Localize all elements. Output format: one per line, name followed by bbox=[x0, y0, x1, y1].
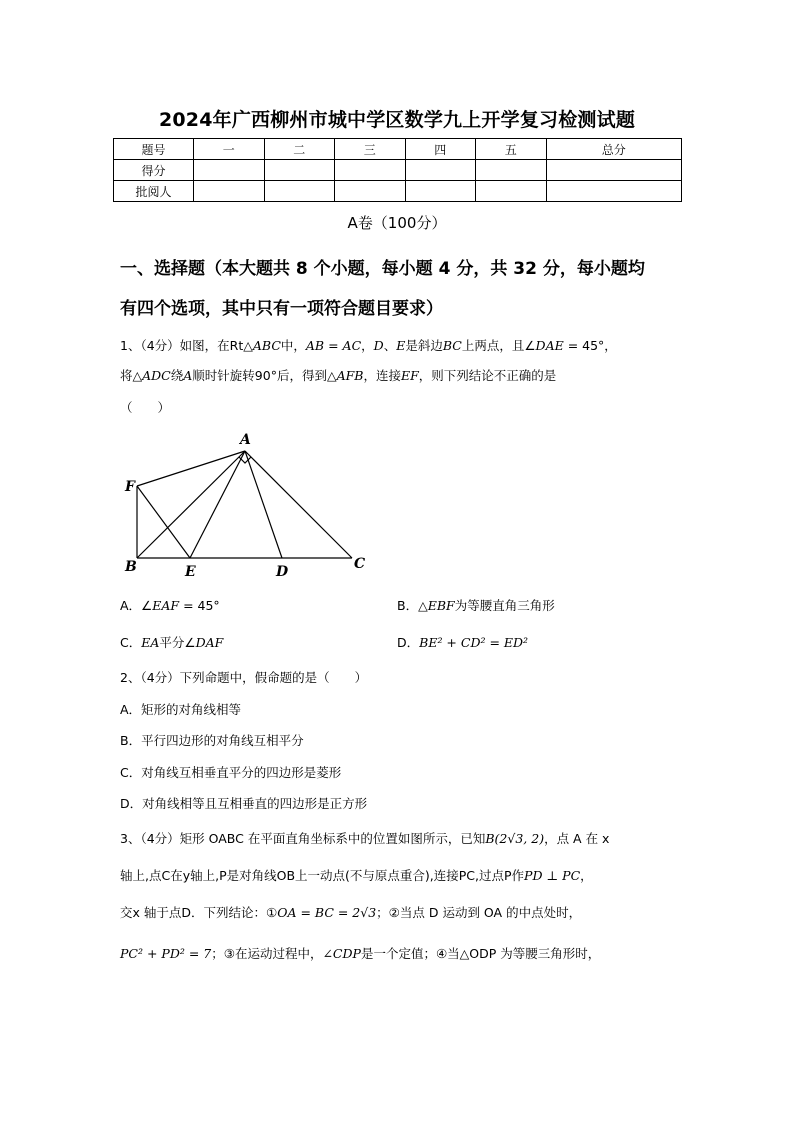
math: AB = AC bbox=[305, 338, 362, 353]
q3-stem-line3 bbox=[120, 903, 581, 921]
text: 顺时针旋转90°后，得到△ bbox=[192, 368, 337, 383]
score-cell[interactable] bbox=[405, 181, 476, 202]
q1-answer-paren[interactable]: （ ） bbox=[120, 400, 171, 415]
score-row-label: 得分 bbox=[114, 160, 194, 181]
score-header-cell: 一 bbox=[194, 139, 265, 160]
math: DAF bbox=[195, 635, 224, 650]
text: = 45°， bbox=[563, 338, 617, 353]
segment-fa bbox=[137, 451, 245, 486]
text: ；②当点 D 运动到 OA 的中点处时， bbox=[376, 905, 582, 920]
text: 中， bbox=[280, 338, 306, 353]
q1-option-c[interactable] bbox=[120, 633, 223, 651]
text: 为等腰直角三角形 bbox=[454, 598, 555, 613]
section-heading-line2: 有四个选项，其中只有一项符合题目要求） bbox=[120, 299, 443, 319]
text: 绕 bbox=[170, 368, 184, 383]
text: ， bbox=[580, 868, 593, 883]
math: ADC bbox=[142, 368, 171, 383]
triangle-symbol: △ bbox=[243, 338, 253, 353]
q2-option-b[interactable]: B．平行四边形的对角线互相平分 bbox=[120, 733, 304, 748]
label-e: E bbox=[185, 564, 196, 580]
q1-option-d[interactable] bbox=[397, 633, 528, 651]
math: BC bbox=[442, 338, 462, 353]
text: ，点 A 在 x bbox=[544, 831, 610, 846]
q2-option-c[interactable]: C．对角线互相垂直平分的四边形是菱形 bbox=[120, 765, 342, 780]
math: DAE bbox=[535, 338, 564, 353]
score-cell[interactable] bbox=[194, 160, 265, 181]
math: AFB bbox=[336, 368, 364, 383]
text: B．△ bbox=[397, 598, 428, 613]
q3-stem-line2 bbox=[120, 866, 593, 884]
label-a: A bbox=[240, 432, 251, 448]
score-header-cell: 二 bbox=[264, 139, 335, 160]
score-header-cell: 三 bbox=[335, 139, 406, 160]
segment-ad bbox=[245, 451, 282, 558]
score-header-cell: 题号 bbox=[114, 139, 194, 160]
text: D． bbox=[397, 635, 420, 650]
text: 轴上,点C在y轴上,P是对角线OB上一动点(不与原点重合),连接PC,过点P作 bbox=[120, 868, 525, 883]
score-row-label: 批阅人 bbox=[114, 181, 194, 202]
text: 平分∠ bbox=[159, 635, 196, 650]
score-table bbox=[113, 138, 682, 202]
q1-geometry-figure bbox=[120, 428, 380, 583]
score-cell[interactable] bbox=[264, 160, 335, 181]
score-cell[interactable] bbox=[194, 181, 265, 202]
text: 是斜边 bbox=[405, 338, 443, 353]
q1-stem-line2 bbox=[120, 366, 556, 384]
text: 1、（4分）如图，在Rt bbox=[120, 338, 244, 353]
math: ABC bbox=[252, 338, 281, 353]
math: PC² + PD² = 7 bbox=[120, 946, 212, 961]
score-table-row bbox=[114, 181, 682, 202]
exam-title: 2024年广西柳州市城中学区数学九上开学复习检测试题 bbox=[158, 109, 636, 131]
text: 、 bbox=[383, 338, 397, 353]
text: 上两点，且∠ bbox=[461, 338, 536, 353]
text: 是一个定值；④当△ODP 为等腰三角形时， bbox=[360, 946, 601, 961]
text: A．∠ bbox=[120, 598, 153, 613]
math: EA bbox=[141, 635, 160, 650]
q1-option-b[interactable] bbox=[397, 596, 555, 614]
score-header-cell: 总分 bbox=[546, 139, 682, 160]
label-b: B bbox=[125, 559, 137, 575]
segment-fe bbox=[137, 486, 190, 558]
text: = 45° bbox=[179, 598, 220, 613]
q3-stem-line1 bbox=[120, 829, 609, 847]
score-table-row bbox=[114, 160, 682, 181]
text: C． bbox=[120, 635, 142, 650]
math: E bbox=[396, 338, 406, 353]
math: ∠CDP bbox=[322, 946, 361, 961]
score-cell[interactable] bbox=[335, 181, 406, 202]
score-cell[interactable] bbox=[546, 160, 682, 181]
q2-option-a[interactable]: A．矩形的对角线相等 bbox=[120, 702, 242, 717]
math: A bbox=[183, 368, 193, 383]
score-table-header-row bbox=[114, 139, 682, 160]
score-header-cell: 五 bbox=[476, 139, 547, 160]
label-d: D bbox=[276, 564, 289, 580]
score-header-cell: 四 bbox=[405, 139, 476, 160]
math: B(2√3, 2) bbox=[485, 831, 545, 846]
q1-stem-line1 bbox=[120, 336, 617, 354]
text: ， bbox=[361, 338, 374, 353]
math: EAF bbox=[152, 598, 180, 613]
score-cell[interactable] bbox=[476, 160, 547, 181]
volume-heading: A卷（100分） bbox=[347, 214, 447, 232]
text: 3、（4分）矩形 OABC 在平面直角坐标系中的位置如图所示，已知 bbox=[120, 831, 486, 846]
section-heading-line1: 一、选择题（本大题共 8 个小题，每小题 4 分，共 32 分，每小题均 bbox=[120, 259, 645, 279]
math: OA = BC = 2√3 bbox=[277, 905, 377, 920]
q1-option-a[interactable] bbox=[120, 596, 220, 614]
math: D bbox=[373, 338, 384, 353]
q2-stem: 2、（4分）下列命题中，假命题的是（ ） bbox=[120, 670, 368, 685]
segment-ba bbox=[137, 451, 245, 558]
q2-option-d[interactable]: D．对角线相等且互相垂直的四边形是正方形 bbox=[120, 796, 368, 811]
label-c: C bbox=[354, 556, 366, 572]
score-cell[interactable] bbox=[546, 181, 682, 202]
text: ，连接 bbox=[363, 368, 401, 383]
score-cell[interactable] bbox=[405, 160, 476, 181]
text: ，则下列结论不正确的是 bbox=[418, 368, 557, 383]
score-cell[interactable] bbox=[264, 181, 335, 202]
segment-ac bbox=[245, 451, 352, 558]
score-cell[interactable] bbox=[335, 160, 406, 181]
text: ；③在运动过程中， bbox=[211, 946, 323, 961]
segment-ae bbox=[190, 451, 245, 558]
math: EBF bbox=[427, 598, 455, 613]
math: PD ⊥ PC bbox=[524, 868, 581, 883]
text: 将△ bbox=[120, 368, 143, 383]
math: BE² + CD² = ED² bbox=[419, 635, 529, 650]
text: 交x 轴于点D．下列结论：① bbox=[120, 905, 278, 920]
label-f: F bbox=[125, 479, 135, 495]
q3-stem-line4 bbox=[120, 944, 600, 962]
math: EF bbox=[400, 368, 419, 383]
score-cell[interactable] bbox=[476, 181, 547, 202]
